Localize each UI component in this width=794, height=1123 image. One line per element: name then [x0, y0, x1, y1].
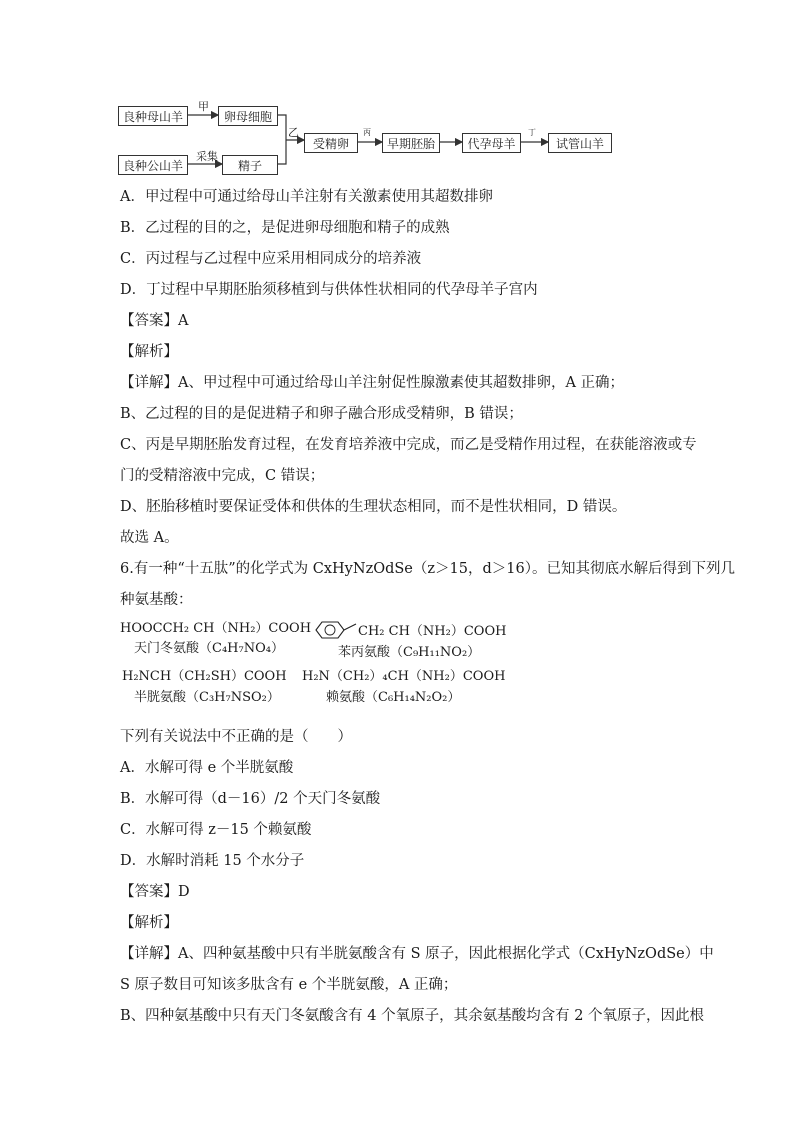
q6-stem-line-2: 种氨基酸：: [120, 592, 193, 608]
asp-formula: HOOCCH₂ CH（NH₂）COOH: [120, 621, 312, 636]
box-oocyte: 卵母细胞: [218, 106, 278, 126]
q6-question: 下列有关说法中不正确的是（ ）: [120, 729, 352, 745]
lys-name: 赖氨酸（C₆H₁₄N₂O₂）: [326, 690, 461, 705]
q6-option-d: D．水解时消耗 15 个水分子: [120, 853, 305, 869]
box-male-goat: 良种公山羊: [118, 155, 188, 175]
box-test-tube-goat: 试管山羊: [548, 133, 612, 153]
q6-option-b: B．水解可得（d－16）/2 个天门冬氨酸: [120, 791, 381, 807]
label-jia: 甲: [198, 100, 209, 113]
q5-detail-line: 门的受精溶液中完成，C 错误；: [120, 468, 325, 484]
box-early-embryo: 早期胚胎: [382, 133, 440, 153]
q6-option-a: A．水解可得 e 个半胱氨酸: [120, 760, 294, 776]
q5-detail-line: B、乙过程的目的是促进精子和卵子融合形成受精卵，B 错误；: [120, 406, 523, 422]
q5-detail-line: D、胚胎移植时要保证受体和供体的生理状态相同，而不是性状相同，D 错误。: [120, 499, 627, 515]
q5-detail-line: 【详解】A、甲过程中可通过给母山羊注射促性腺激素使其超数排卵，A 正确；: [120, 375, 625, 391]
label-ding: 丁: [528, 128, 536, 137]
box-sperm: 精子: [222, 155, 278, 175]
q5-option-d: D．丁过程中早期胚胎须移植到与供体性状相同的代孕母羊子宫内: [120, 282, 538, 298]
q5-detail-line: C、丙是早期胚胎发育过程，在发育培养液中完成，而乙是受精作用过程，在获能溶液或专: [120, 437, 697, 453]
bracket-line: [278, 115, 286, 164]
label-yi: 乙: [288, 126, 299, 139]
box-female-goat: 良种母山羊: [118, 106, 188, 126]
cys-name: 半胱氨酸（C₃H₇NSO₂）: [134, 690, 280, 705]
benzene-ring-icon: [310, 620, 358, 640]
q5-option-a: A．甲过程中可通过给母山羊注射有关激素使用其超数排卵: [120, 189, 493, 205]
box-surrogate: 代孕母羊: [462, 133, 521, 153]
lys-formula: H₂N（CH₂）₄CH（NH₂）COOH: [302, 669, 506, 684]
box-zygote: 受精卵: [304, 133, 358, 153]
q5-option-c: C．丙过程与乙过程中应采用相同成分的培养液: [120, 251, 422, 267]
cys-formula: H₂NCH（CH₂SH）COOH: [122, 669, 287, 684]
diagram-connectors: [118, 98, 618, 182]
label-bing: 丙: [363, 128, 371, 137]
q5-detail-line: 故选 A。: [120, 530, 179, 546]
q6-detail-line: S 原子数目可知该多肽含有 e 个半胱氨酸，A 正确；: [120, 977, 458, 993]
q6-detail-line: B、四种氨基酸中只有天门冬氨酸含有 4 个氧原子，其余氨基酸均含有 2 个氧原子，因此根: [120, 1008, 705, 1024]
q6-answer: 【答案】D: [120, 884, 190, 900]
asp-name: 天门冬氨酸（C₄H₇NO₄）: [134, 641, 284, 656]
q6-analysis-heading: 【解析】: [120, 915, 178, 931]
q5-answer: 【答案】A: [120, 313, 189, 329]
phe-formula: CH₂ CH（NH₂）COOH: [358, 624, 507, 639]
q5-analysis-heading: 【解析】: [120, 344, 178, 360]
q5-option-b: B．乙过程的目的之，是促进卵母细胞和精子的成熟: [120, 220, 450, 236]
embryo-flow-diagram: [118, 98, 618, 182]
q6-stem-line-1: 6.有一种“十五肽”的化学式为 CxHyNzOdSe（z＞15，d＞16）。已知其彻底水解后得到下列几: [120, 561, 735, 577]
label-caiji: 采集: [196, 150, 218, 163]
q6-detail-line: 【详解】A、四种氨基酸中只有半胱氨酸含有 S 原子，因此根据化学式（CxHyNzOdSe）中: [120, 946, 714, 962]
phe-name: 苯丙氨酸（C₉H₁₁NO₂）: [338, 645, 481, 660]
q6-option-c: C．水解可得 z－15 个赖氨酸: [120, 822, 312, 838]
